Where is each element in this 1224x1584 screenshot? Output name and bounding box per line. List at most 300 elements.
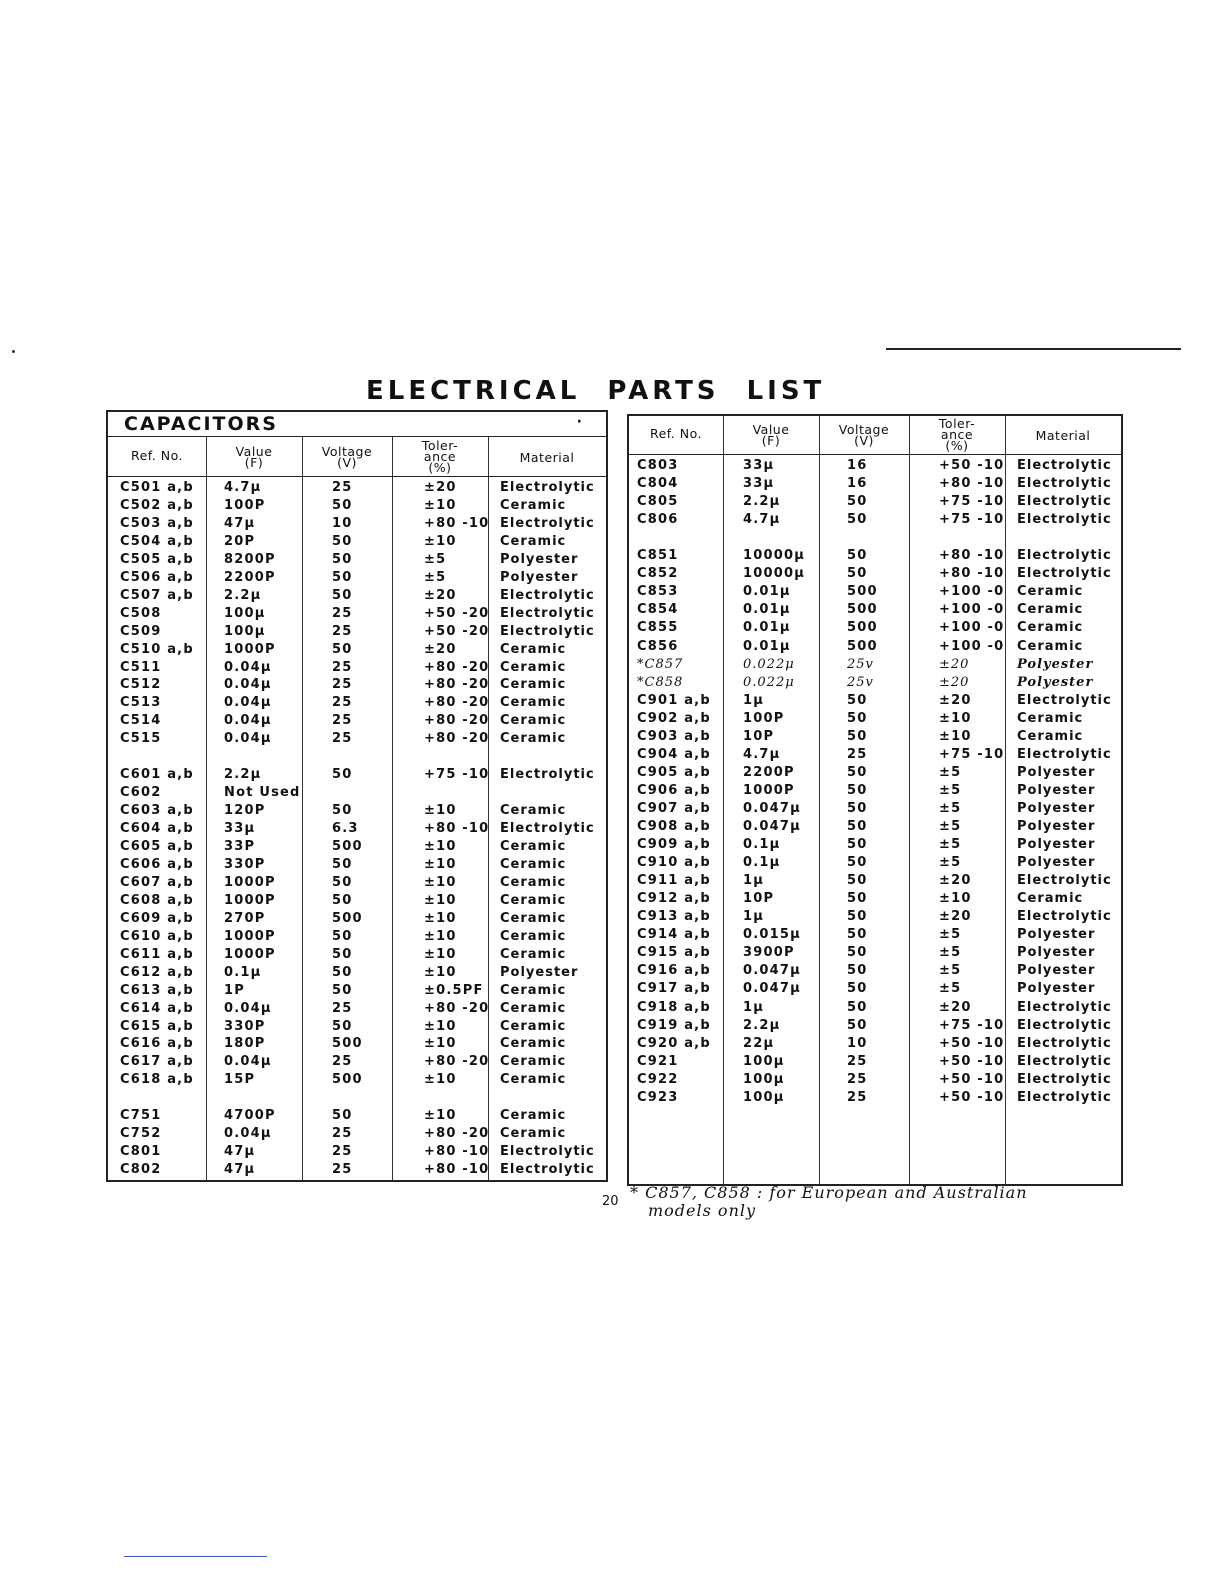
bottom-link-rule: [124, 1556, 267, 1557]
cell-material: Ceramic: [500, 677, 567, 693]
cell-voltage: 25: [332, 480, 353, 495]
cell-tol: ±5: [939, 782, 962, 798]
cell-ref: C920 a,b: [637, 1035, 711, 1051]
cell-ref: C914 a,b: [637, 927, 711, 943]
cell-voltage: 50: [847, 819, 868, 834]
cell-tol: +80 -20: [424, 659, 490, 675]
cell-tol: +80 -10: [939, 476, 1005, 492]
cell-ref: C855: [637, 620, 679, 636]
cell-ref: C505 a,b: [120, 551, 194, 567]
cell-voltage: 50: [332, 641, 353, 657]
cell-material: Ceramic: [500, 641, 567, 657]
cell-material: Electrolytic: [1017, 1017, 1112, 1033]
cell-ref: C752: [120, 1126, 162, 1142]
cell-ref: C507 a,b: [120, 587, 194, 603]
cell-tol: ±5: [424, 551, 447, 567]
cell-tol: +80 -10: [939, 566, 1005, 582]
cell-tol: +80 -20: [424, 695, 490, 711]
cell-value: 2200P: [743, 764, 795, 780]
cell-tol: +75 -10: [424, 767, 490, 783]
cell-ref: C917 a,b: [637, 981, 711, 997]
cell-value: 0.04μ: [224, 1126, 272, 1142]
cell-ref: C854: [637, 602, 679, 618]
cell-tol: ±5: [939, 927, 962, 943]
cell-voltage: 50: [847, 800, 868, 816]
cell-material: Polyester: [500, 964, 579, 980]
cell-tol: ±20: [424, 641, 457, 657]
cell-material: Ceramic: [1017, 728, 1084, 744]
cell-material: Electrolytic: [500, 1144, 595, 1160]
cell-material: Electrolytic: [1017, 476, 1112, 492]
cell-ref: C510 a,b: [120, 641, 194, 657]
cell-material: Ceramic: [500, 874, 567, 890]
header-voltage-line1: Voltage: [321, 444, 373, 459]
cell-tol: ±5: [939, 963, 962, 979]
cell-material: Electrolytic: [500, 605, 595, 621]
section-title: [108, 412, 606, 437]
cell-voltage: 50: [332, 533, 353, 549]
cell-voltage: 50: [332, 569, 353, 585]
cell-tol: ±10: [424, 839, 457, 854]
cell-material: Electrolytic: [1017, 1053, 1112, 1069]
cell-voltage: 500: [847, 584, 878, 600]
cell-ref: C613 a,b: [120, 982, 194, 998]
header-voltage-line2: (V): [337, 455, 357, 470]
column-divider: [206, 436, 207, 1180]
cell-value: 1μ: [743, 999, 765, 1015]
cell-ref: C911 a,b: [637, 873, 711, 889]
cell-value: 4700P: [224, 1108, 276, 1124]
cell-ref: C611 a,b: [120, 946, 194, 962]
cell-material: Ceramic: [500, 928, 567, 944]
cell-value: 15P: [224, 1072, 256, 1088]
header-divider: [629, 454, 1121, 455]
cell-material: Ceramic: [500, 497, 567, 513]
cell-material: Polyester: [1017, 656, 1094, 672]
page-title: ELECTRICAL PARTS LIST: [366, 376, 826, 406]
cell-tol: ±20: [939, 656, 970, 672]
cell-value: 0.1μ: [743, 837, 781, 853]
cell-ref: C607 a,b: [120, 874, 194, 890]
cell-voltage: 500: [847, 638, 878, 654]
cell-tol: +50 -10: [939, 458, 1005, 473]
cell-value: 0.047μ: [743, 963, 801, 979]
cell-ref: C902 a,b: [637, 710, 711, 726]
cell-voltage: 50: [847, 548, 868, 564]
cell-tol: ±10: [424, 1018, 457, 1034]
cell-material: Ceramic: [500, 803, 567, 819]
cell-tol: +50 -10: [939, 1071, 1005, 1087]
cell-material: Electrolytic: [500, 821, 595, 837]
cell-ref: C508: [120, 605, 162, 621]
column-divider: [909, 416, 910, 1184]
cell-material: Ceramic: [500, 695, 567, 711]
cell-voltage: 500: [847, 602, 878, 618]
cell-voltage: 50: [847, 981, 868, 997]
header-material: Material: [519, 450, 575, 465]
cell-ref: C805: [637, 494, 679, 510]
cell-ref: C916 a,b: [637, 963, 711, 979]
top-rule: [886, 348, 1181, 350]
cell-ref: C923: [637, 1089, 679, 1105]
header-voltage-line2: (V): [854, 433, 874, 448]
cell-material: Electrolytic: [1017, 494, 1112, 510]
cell-material: Ceramic: [1017, 710, 1084, 726]
cell-voltage: 25: [332, 677, 353, 693]
cell-tol: ±5: [939, 855, 962, 871]
cell-material: Ceramic: [500, 839, 567, 854]
cell-value: 270P: [224, 910, 266, 926]
cell-voltage: 50: [332, 964, 353, 980]
cell-ref: C612 a,b: [120, 964, 194, 980]
cell-value: 0.01μ: [743, 602, 791, 618]
cell-material: Electrolytic: [1017, 512, 1112, 528]
cell-value: 0.047μ: [743, 800, 801, 816]
cell-material: Electrolytic: [500, 587, 595, 603]
cell-material: Ceramic: [500, 1036, 567, 1052]
cell-material: Electrolytic: [1017, 999, 1112, 1015]
cell-tol: +50 -10: [939, 1053, 1005, 1069]
cell-value: 1μ: [743, 692, 765, 708]
cell-material: Ceramic: [500, 892, 567, 908]
cell-tol: ±10: [424, 892, 457, 908]
cell-ref: C617 a,b: [120, 1054, 194, 1070]
cell-value: 0.01μ: [743, 620, 791, 636]
cell-voltage: 16: [847, 476, 868, 492]
cell-value: 0.015μ: [743, 927, 801, 943]
cell-ref: C609 a,b: [120, 910, 194, 926]
cell-voltage: 500: [332, 910, 363, 926]
cell-tol: ±5: [939, 981, 962, 997]
column-divider: [1005, 416, 1006, 1184]
cell-tol: +75 -10: [939, 746, 1005, 762]
cell-value: 0.04μ: [224, 713, 272, 729]
cell-tol: ±10: [939, 710, 972, 726]
cell-voltage: 50: [847, 909, 868, 925]
cell-voltage: 25: [332, 1162, 353, 1178]
cell-tol: ±10: [424, 928, 457, 944]
cell-tol: +80 -20: [424, 1054, 490, 1070]
cell-ref: C908 a,b: [637, 819, 711, 834]
cell-voltage: 50: [332, 1018, 353, 1034]
cell-tol: +80 -10: [424, 515, 490, 531]
cell-tol: ±5: [939, 800, 962, 816]
cell-value: 2.2μ: [224, 767, 262, 783]
cell-value: 330P: [224, 856, 266, 872]
cell-tol: +80 -20: [424, 677, 490, 693]
cell-tol: +80 -20: [424, 731, 490, 747]
cell-value: 0.01μ: [743, 584, 791, 600]
header-ref: Ref. No.: [649, 426, 702, 441]
cell-ref: C901 a,b: [637, 692, 711, 708]
cell-material: Ceramic: [500, 1054, 567, 1070]
cell-ref: C851: [637, 548, 679, 564]
cell-voltage: 50: [847, 999, 868, 1015]
cell-tol: ±20: [939, 909, 972, 925]
cell-value: 47μ: [224, 1144, 256, 1160]
cell-value: 33μ: [224, 821, 256, 837]
cell-voltage: 25: [847, 1053, 868, 1069]
cell-voltage: 50: [847, 782, 868, 798]
cell-tol: +80 -10: [424, 1162, 490, 1178]
cell-ref: C803: [637, 458, 679, 473]
cell-material: Polyester: [1017, 855, 1096, 871]
cell-tol: ±5: [939, 945, 962, 961]
cell-material: Polyester: [1017, 764, 1096, 780]
cell-ref: C615 a,b: [120, 1018, 194, 1034]
header-tolerance-line3: (%): [945, 438, 969, 453]
cell-tol: +80 -10: [939, 548, 1005, 564]
cell-value: 0.04μ: [224, 1000, 272, 1016]
cell-material: Ceramic: [500, 731, 567, 747]
cell-material: Electrolytic: [1017, 692, 1112, 708]
cell-value: 0.04μ: [224, 695, 272, 711]
cell-material: Ceramic: [1017, 584, 1084, 600]
cell-material: Ceramic: [500, 713, 567, 729]
cell-material: Polyester: [1017, 945, 1096, 961]
cell-voltage: 25: [332, 623, 353, 639]
cell-ref: C906 a,b: [637, 782, 711, 798]
cell-value: 100μ: [224, 605, 266, 621]
cell-tol: ±20: [939, 999, 972, 1015]
cell-ref: C915 a,b: [637, 945, 711, 961]
scan-speck: [12, 350, 15, 353]
cell-value: 1000P: [224, 946, 276, 962]
cell-ref: C907 a,b: [637, 800, 711, 816]
cell-voltage: 50: [332, 982, 353, 998]
cell-tol: +80 -20: [424, 713, 490, 729]
cell-value: 330P: [224, 1018, 266, 1034]
cell-voltage: 25: [332, 1126, 353, 1142]
section-mark: ·: [576, 414, 584, 430]
cell-ref: C616 a,b: [120, 1036, 194, 1052]
cell-ref: C853: [637, 584, 679, 600]
cell-voltage: 50: [847, 837, 868, 853]
cell-voltage: 50: [847, 891, 868, 907]
cell-tol: ±10: [424, 497, 457, 513]
cell-voltage: 25: [332, 695, 353, 711]
cell-tol: +75 -10: [939, 494, 1005, 510]
cell-voltage: 500: [332, 1072, 363, 1088]
cell-material: Electrolytic: [1017, 548, 1112, 564]
footnote-line1: * C857, C858 : for European and Australian: [630, 1183, 1028, 1202]
cell-tol: ±10: [424, 533, 457, 549]
cell-material: Electrolytic: [1017, 1089, 1112, 1105]
cell-ref: C606 a,b: [120, 856, 194, 872]
cell-tol: +50 -10: [939, 1089, 1005, 1105]
header-tolerance-line1: Toler-: [421, 438, 459, 453]
cell-value: 47μ: [224, 515, 256, 531]
header-value-line2: (F): [244, 455, 264, 470]
cell-material: Polyester: [1017, 927, 1096, 943]
cell-ref: C512: [120, 677, 162, 693]
cell-ref: C913 a,b: [637, 909, 711, 925]
cell-voltage: 10: [847, 1035, 868, 1051]
cell-ref: C614 a,b: [120, 1000, 194, 1016]
cell-material: Ceramic: [500, 1108, 567, 1124]
cell-value: 0.1μ: [224, 964, 262, 980]
cell-voltage: 16: [847, 458, 868, 473]
cell-voltage: 50: [332, 1108, 353, 1124]
cell-voltage: 25: [332, 605, 353, 621]
cell-voltage: 50: [332, 856, 353, 872]
cell-value: 0.01μ: [743, 638, 791, 654]
cell-voltage: 50: [332, 928, 353, 944]
cell-value: 4.7μ: [224, 480, 262, 495]
cell-tol: ±10: [424, 1036, 457, 1052]
cell-material: Ceramic: [500, 946, 567, 962]
cell-ref: *C858: [637, 674, 684, 690]
cell-tol: +75 -10: [939, 1017, 1005, 1033]
cell-ref: C910 a,b: [637, 855, 711, 871]
cell-tol: ±5: [939, 819, 962, 834]
cell-material: Polyester: [1017, 674, 1094, 690]
header-value-line2: (F): [761, 433, 781, 448]
cell-tol: ±20: [424, 587, 457, 603]
cell-value: 2.2μ: [743, 494, 781, 510]
header-tolerance-line1: Toler-: [938, 416, 976, 431]
cell-tol: ±10: [424, 1108, 457, 1124]
cell-material: Electrolytic: [1017, 458, 1112, 473]
cell-value: 8200P: [224, 551, 276, 567]
cell-ref: C514: [120, 713, 162, 729]
cell-material: Polyester: [1017, 981, 1096, 997]
cell-ref: C506 a,b: [120, 569, 194, 585]
cell-ref: C751: [120, 1108, 162, 1124]
cell-voltage: 50: [847, 692, 868, 708]
capacitors-table-right: [627, 414, 1123, 1186]
cell-material: Polyester: [1017, 782, 1096, 798]
cell-value: 33μ: [743, 458, 775, 473]
cell-ref: C610 a,b: [120, 928, 194, 944]
cell-ref: C513: [120, 695, 162, 711]
cell-value: 0.04μ: [224, 659, 272, 675]
header-value-line1: Value: [752, 422, 790, 437]
cell-material: Electrolytic: [1017, 746, 1112, 762]
cell-voltage: 500: [332, 839, 363, 854]
cell-material: Electrolytic: [1017, 566, 1112, 582]
footnote-line2: models only: [648, 1201, 757, 1220]
cell-tol: +80 -10: [424, 821, 490, 837]
column-divider: [302, 436, 303, 1180]
cell-voltage: 25: [847, 1089, 868, 1105]
cell-material: Ceramic: [1017, 620, 1084, 636]
cell-voltage: 25: [847, 746, 868, 762]
cell-material: Ceramic: [500, 533, 567, 549]
cell-ref: C504 a,b: [120, 533, 194, 549]
cell-tol: ±20: [424, 480, 457, 495]
cell-ref: C903 a,b: [637, 728, 711, 744]
header-divider: [108, 476, 606, 477]
cell-value: Not Used: [224, 785, 301, 801]
cell-ref: C804: [637, 476, 679, 492]
cell-value: 0.047μ: [743, 981, 801, 997]
cell-tol: ±10: [939, 891, 972, 907]
cell-value: 180P: [224, 1036, 266, 1052]
cell-ref: C909 a,b: [637, 837, 711, 853]
cell-tol: +80 -20: [424, 1126, 490, 1142]
cell-ref: C509: [120, 623, 162, 639]
cell-tol: +50 -10: [939, 1035, 1005, 1051]
cell-value: 2.2μ: [224, 587, 262, 603]
cell-value: 10000μ: [743, 566, 805, 582]
cell-voltage: 25v: [847, 656, 874, 672]
header-tolerance-line2: ance: [940, 427, 974, 442]
cell-material: Electrolytic: [1017, 1071, 1112, 1087]
cell-tol: +100 -0: [939, 584, 1005, 600]
cell-voltage: 6.3: [332, 821, 359, 837]
cell-value: 100P: [743, 710, 785, 726]
cell-tol: ±10: [424, 803, 457, 819]
header-material: Material: [1035, 428, 1091, 443]
cell-value: 47μ: [224, 1162, 256, 1178]
cell-material: Electrolytic: [500, 480, 595, 495]
cell-value: 1μ: [743, 909, 765, 925]
cell-tol: +80 -10: [424, 1144, 490, 1160]
cell-material: Ceramic: [1017, 602, 1084, 618]
cell-tol: ±5: [939, 764, 962, 780]
column-divider: [723, 416, 724, 1184]
column-divider: [392, 436, 393, 1180]
cell-voltage: 50: [847, 710, 868, 726]
cell-value: 100μ: [743, 1089, 785, 1105]
cell-voltage: 25: [332, 713, 353, 729]
cell-value: 0.1μ: [743, 855, 781, 871]
cell-tol: ±10: [424, 1072, 457, 1088]
cell-ref: C801: [120, 1144, 162, 1160]
cell-material: Polyester: [500, 551, 579, 567]
cell-voltage: 50: [332, 587, 353, 603]
cell-voltage: 50: [847, 512, 868, 528]
cell-material: Ceramic: [1017, 638, 1084, 654]
cell-value: 3900P: [743, 945, 795, 961]
cell-tol: +100 -0: [939, 602, 1005, 618]
cell-value: 2200P: [224, 569, 276, 585]
cell-material: Electrolytic: [1017, 873, 1112, 889]
header-value: [206, 446, 302, 468]
cell-value: 100μ: [224, 623, 266, 639]
cell-value: 2.2μ: [743, 1017, 781, 1033]
cell-ref: C502 a,b: [120, 497, 194, 513]
cell-ref: C515: [120, 731, 162, 747]
header-tolerance-line2: ance: [423, 449, 457, 464]
cell-tol: +80 -20: [424, 1000, 490, 1016]
cell-ref: C922: [637, 1071, 679, 1087]
header-ref: Ref. No.: [130, 448, 183, 463]
cell-tol: ±10: [424, 856, 457, 872]
cell-value: 0.04μ: [224, 677, 272, 693]
cell-value: 0.022μ: [743, 674, 795, 690]
cell-value: 10P: [743, 891, 775, 907]
cell-tol: +50 -20: [424, 605, 490, 621]
cell-voltage: 25: [332, 731, 353, 747]
header-tolerance-line3: (%): [428, 460, 452, 475]
cell-value: 20P: [224, 533, 256, 549]
cell-material: Electrolytic: [500, 1162, 595, 1178]
cell-material: Electrolytic: [500, 767, 595, 783]
page-number: 20: [602, 1194, 619, 1209]
cell-ref: C921: [637, 1053, 679, 1069]
cell-tol: ±0.5PF: [424, 982, 484, 998]
cell-value: 100μ: [743, 1053, 785, 1069]
cell-ref: C618 a,b: [120, 1072, 194, 1088]
cell-voltage: 50: [847, 494, 868, 510]
cell-ref: C604 a,b: [120, 821, 194, 837]
cell-material: Ceramic: [500, 659, 567, 675]
cell-value: 33μ: [743, 476, 775, 492]
cell-tol: ±5: [939, 837, 962, 853]
cell-ref: C501 a,b: [120, 480, 194, 495]
